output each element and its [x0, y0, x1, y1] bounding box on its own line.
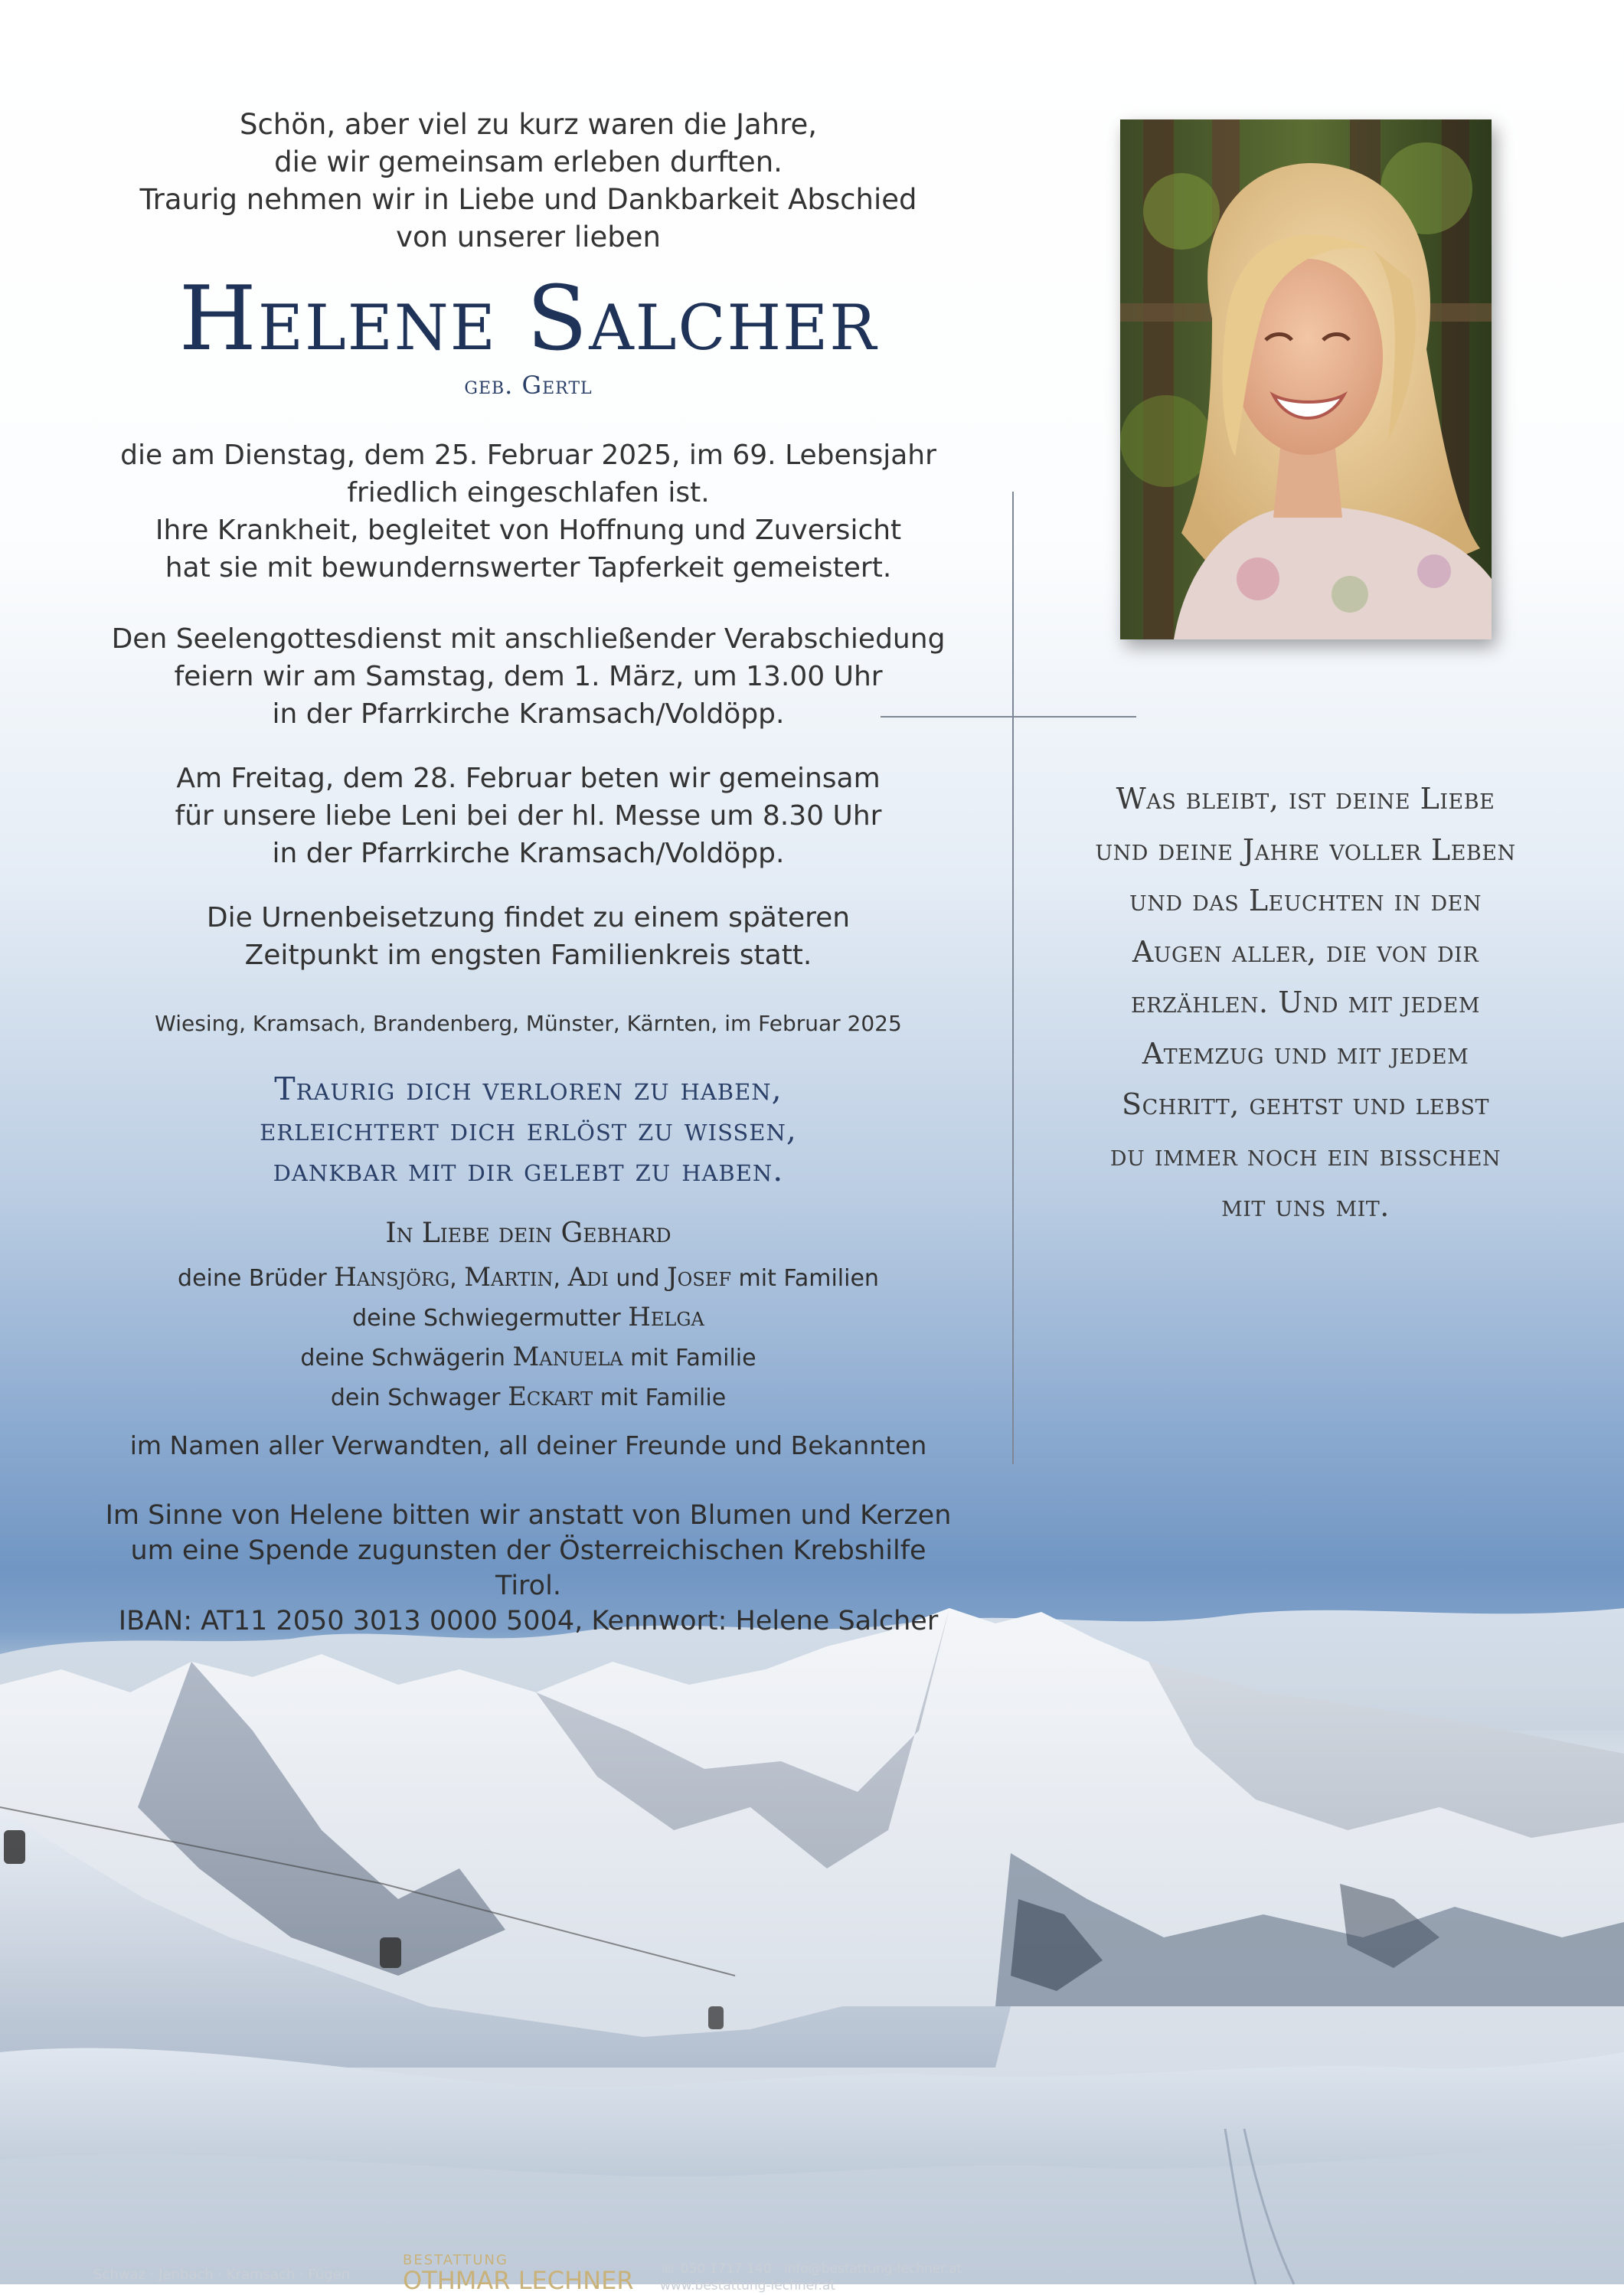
footer-website: www.bestattung-lechner.at [660, 2278, 836, 2293]
mourner-all-relatives: im Namen aller Verwandten, all deiner Freunde und Bekannten [129, 1430, 927, 1460]
quote-line: erzählen. Und mit jedem [1130, 986, 1481, 1019]
motto [100, 1069, 957, 1191]
funeral-service-paragraph [100, 620, 957, 733]
mourner-sister-in-law [100, 1342, 957, 1372]
text-line: Den Seelengottesdienst mit anschließender Verabschiedung [111, 623, 946, 655]
mourner-text: mit Familie [593, 1385, 727, 1411]
text-line: Die Urnenbeisetzung findet zu einem späteren [206, 902, 851, 933]
text-line: für unsere liebe Leni bei der hl. Messe um 8.30 Uhr [175, 800, 882, 832]
footer-locations: Schwaz · Jenbach · Kramsach · Fügen [93, 2267, 351, 2283]
text-line: Im Sinne von Helene bitten wir anstatt von Blumen und Kerzen [105, 1500, 952, 1531]
death-notice-paragraph [100, 436, 957, 587]
quote-line: Schritt, gehtst und lebst [1122, 1087, 1489, 1121]
mourner-text: , [553, 1265, 568, 1292]
deceased-name: Helene Salcher [178, 267, 878, 371]
quote-line: Augen aller, die von dir [1132, 934, 1479, 969]
text-line: Ihre Krankheit, begleitet von Hoffnung und Zuversicht [155, 515, 902, 546]
text-line: hat sie mit bewundernswerter Tapferkeit gemeistert. [165, 552, 892, 584]
mourner-text: deine Schwägerin [300, 1345, 513, 1371]
mourner-husband: In Liebe dein Gebhard [385, 1218, 671, 1249]
footer-contact [660, 2261, 962, 2294]
intro-line: die wir gemeinsam erleben durften. [274, 145, 783, 178]
memorial-quote [1072, 773, 1539, 1232]
mourner-name: Josef [667, 1262, 731, 1293]
mourner-text: und [608, 1265, 668, 1292]
quote-line: Atemzug und mit jedem [1142, 1036, 1469, 1071]
place-and-date: Wiesing, Kramsach, Brandenberg, Münster, Kärnten, im Februar 2025 [155, 1011, 902, 1036]
mourner-name: Hansjörg [334, 1262, 450, 1293]
quote-line: und deine Jahre voller Leben [1095, 832, 1516, 867]
mountain-panorama [0, 1577, 1624, 2284]
text-line: friedlich eingeschlafen ist. [347, 477, 710, 508]
mourner-brothers [100, 1262, 957, 1293]
mourner-text: deine Brüder [178, 1265, 335, 1292]
prayer-mass-paragraph [100, 760, 957, 872]
mourner-text: mit Familie [622, 1345, 756, 1371]
footer-phone-email: ☏ 050 1717 140 · info@bestattung-lechner.at [660, 2261, 962, 2277]
intro-text [100, 106, 957, 256]
maiden-name: geb. Gertl [464, 371, 593, 400]
urn-burial-paragraph [100, 899, 957, 974]
intro-line: von unserer lieben [396, 221, 661, 253]
text-line: IBAN: AT11 2050 3013 0000 5004, Kennwort: Helene Salcher [118, 1606, 939, 1636]
donation-request [100, 1498, 957, 1639]
mourner-text: , [449, 1265, 465, 1292]
mourner-text: deine Schwiegermutter [352, 1305, 629, 1332]
mourner-name: Martin [464, 1262, 554, 1293]
cross-vertical-line [1012, 492, 1014, 1464]
text-line: in der Pfarrkirche Kramsach/Voldöpp. [272, 698, 785, 730]
intro-line: Traurig nehmen wir in Liebe und Dankbarkeit Abschied [139, 183, 917, 216]
text-line: Zeitpunkt im engsten Familienkreis statt. [244, 940, 812, 971]
mourner-name: Helga [628, 1302, 704, 1332]
text-line: um eine Spende zugunsten der Österreichischen Krebshilfe Tirol. [130, 1535, 926, 1601]
mourner-name: Manuela [512, 1342, 623, 1372]
quote-line: du immer noch ein bisschen [1109, 1138, 1501, 1172]
mourner-text: mit Familien [730, 1265, 879, 1292]
logo-main-text: OTHMAR LECHNER [403, 2266, 634, 2295]
text-line: feiern wir am Samstag, dem 1. März, um 13.00 Uhr [174, 661, 883, 692]
text-line: in der Pfarrkirche Kramsach/Voldöpp. [272, 838, 785, 869]
motto-line: dankbar mit dir gelebt zu haben. [273, 1152, 784, 1188]
quote-line: und das Leuchten in den [1129, 884, 1482, 917]
mourner-brother-in-law [100, 1381, 957, 1412]
quote-line: mit uns mit. [1221, 1189, 1390, 1223]
text-line: Am Freitag, dem 28. Februar beten wir gemeinsam [176, 763, 881, 794]
mourner-text: dein Schwager [330, 1385, 508, 1411]
mourner-name: Eckart [508, 1381, 593, 1412]
mourner-name: Adi [567, 1262, 609, 1293]
portrait-photo [1120, 119, 1492, 639]
logo-top-text: BESTATTUNG [403, 2252, 508, 2268]
motto-line: Traurig dich verloren zu haben, [274, 1071, 783, 1107]
motto-line: erleichtert dich erlöst zu wissen, [260, 1111, 797, 1148]
intro-line: Schön, aber viel zu kurz waren die Jahre, [239, 108, 818, 141]
text-line: die am Dienstag, dem 25. Februar 2025, im 69. Lebensjahr [120, 440, 936, 471]
mourner-mother-in-law [100, 1302, 957, 1332]
funeral-home-logo [403, 2253, 634, 2293]
quote-line: Was bleibt, ist deine Liebe [1116, 782, 1495, 816]
